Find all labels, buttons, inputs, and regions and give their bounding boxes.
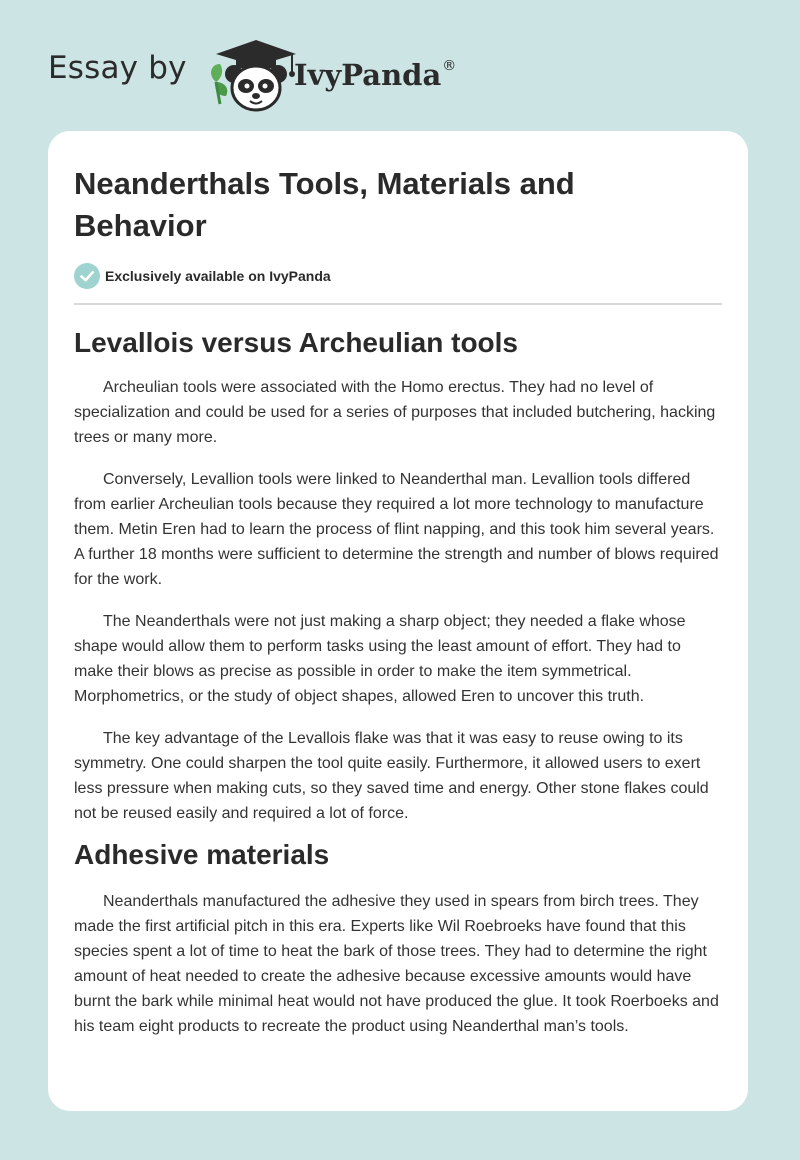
brand-text: IvyPanda xyxy=(294,58,442,92)
site-header xyxy=(48,34,548,114)
essay-card xyxy=(48,131,748,1111)
page-title: Neanderthals Tools, Materials and Behavior xyxy=(74,166,575,243)
essay-body xyxy=(74,323,724,1039)
paragraph: Archeulian tools were associated with the Homo erectus. They had no level of specialization and could be used for a series of purposes that included butchering, hacking trees or many more. xyxy=(74,379,716,446)
paragraph: The key advantage of the Levallois flake was that it was easy to reuse owing to its symmetry. One could sharpen the tool quite easily. Furthermore, it allowed users to exert less pressure when making cuts, so they saved time and energy. Other stone flakes could not be reused easily and required a lot of force. xyxy=(74,730,709,822)
divider xyxy=(74,303,722,305)
paragraph: Neanderthals manufactured the adhesive they used in spears from birch trees. They made the first artificial pitch in this era. Experts like Wil Roebroeks have found that this species spent a lot of time to heat the bark of those trees. They had to determine the right amount of heat needed to create the adhesive because excessive amounts would have burnt the bark while minimal heat would not have produced the glue. It took Roerboeks and his team eight products to recreate the product using Neanderthal man’s tools. xyxy=(74,893,719,1035)
paragraph: The Neanderthals were not just making a sharp object; they needed a flake whose shape would allow them to perform tasks using the least amount of effort. They had to make their blows as precise as possible in order to make the item symmetrical. Morphometrics, or the study of object shapes, allowed Eren to uncover this truth. xyxy=(74,613,686,705)
check-circle-icon xyxy=(74,263,100,289)
graduate-panda-icon[interactable] xyxy=(204,34,300,114)
essay-by-label: Essay by xyxy=(48,50,187,86)
section-heading: Levallois versus Archeulian tools xyxy=(74,327,519,358)
exclusive-badge-label: Exclusively available on IvyPanda xyxy=(105,268,331,284)
section-heading: Adhesive materials xyxy=(74,839,330,870)
registered-mark: ® xyxy=(442,58,457,75)
exclusive-badge xyxy=(74,263,331,289)
paragraph: Conversely, Levallion tools were linked to Neanderthal man. Levallion tools differed from earlier Archeulian tools because they required a lot more technology to manufacture them. Metin Eren had to learn the process of flint napping, and this took him several years. A further 18 months were sufficient to determine the strength and number of blows required for the work. xyxy=(74,471,719,588)
brand-name[interactable] xyxy=(294,58,456,92)
